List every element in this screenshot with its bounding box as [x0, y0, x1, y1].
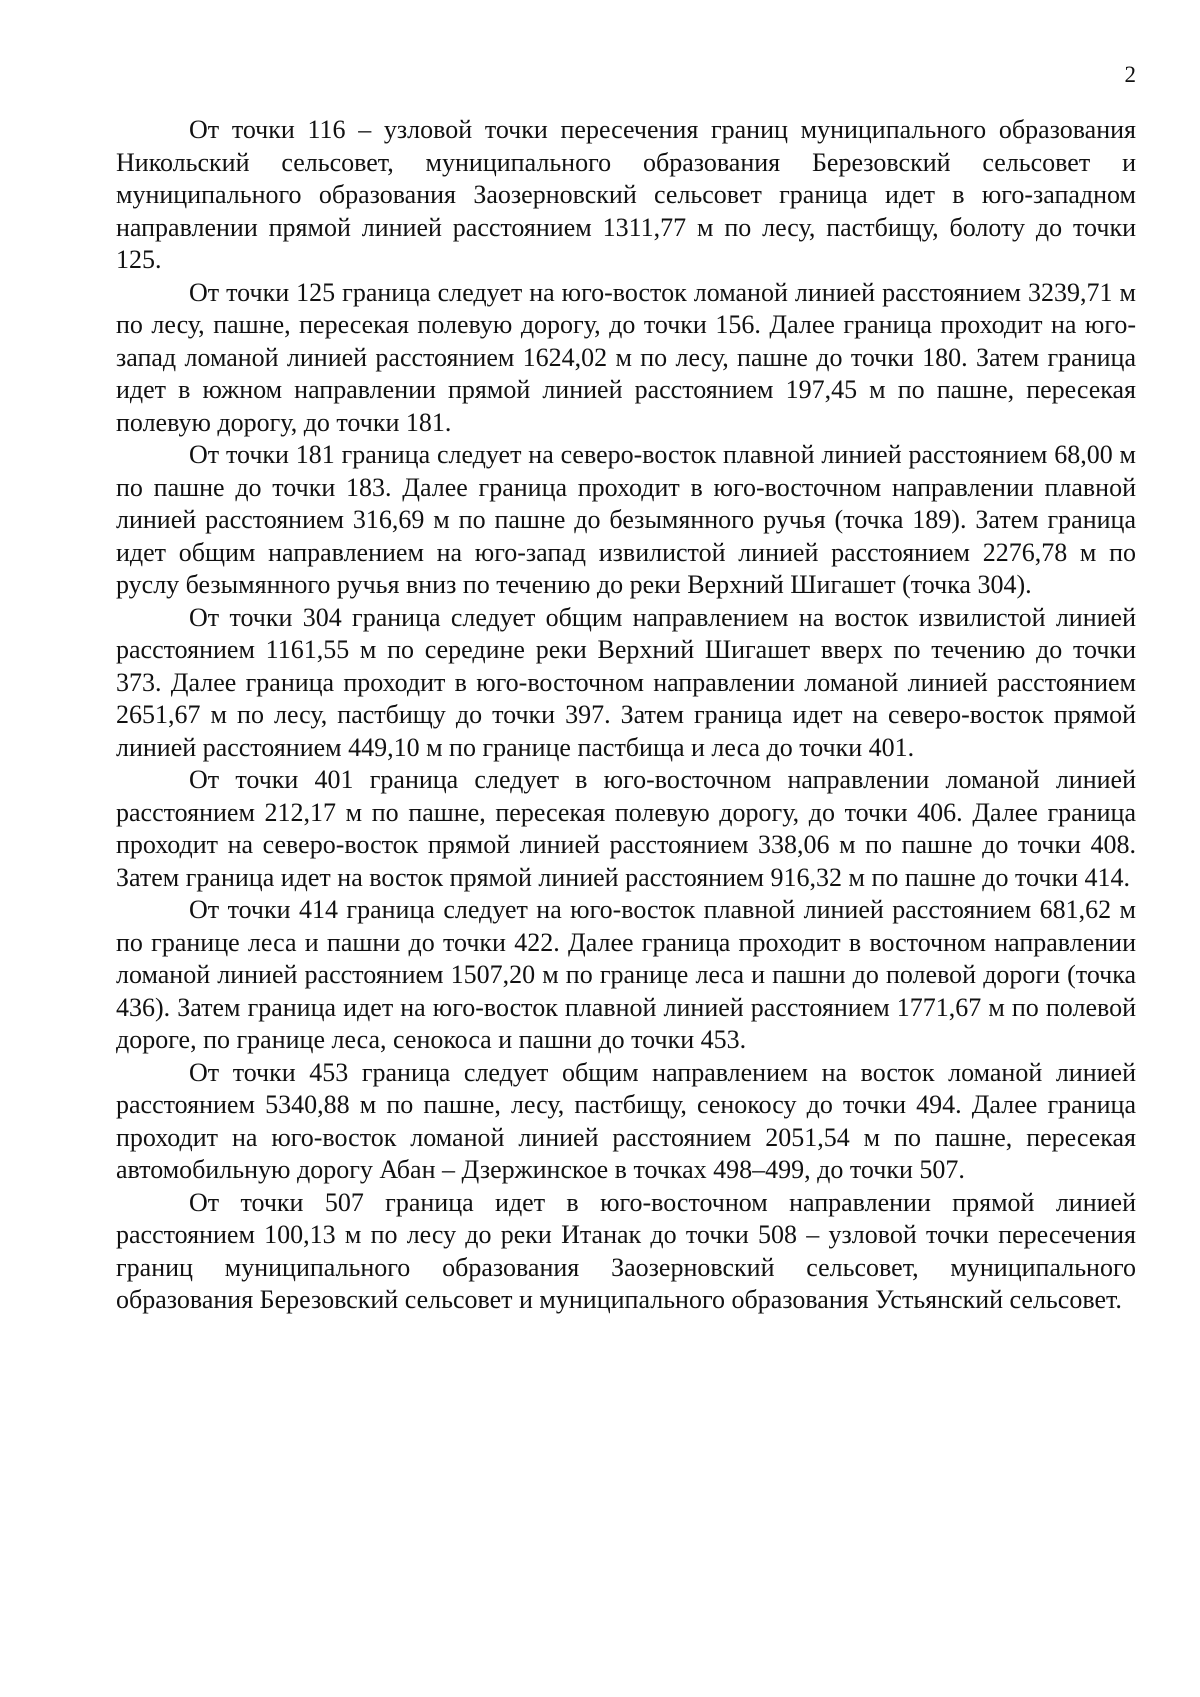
paragraph-point-181: От точки 181 граница следует на северо-восток плавной линией расстоянием 68,00 м по пашне до точки 183. Далее граница проходит в юго-восточном направлении плавной линией расстоянием 316,69 м по пашне до безымянного ручья (точка 189). Затем граница идет общим направлением на юго-запад извилистой линией расстоянием 2276,78 м по руслу безымянного ручья вниз по течению до реки Верхний Шигашет (точка 304).	[116, 440, 1136, 599]
paragraph-point-401: От точки 401 граница следует в юго-восточном направлении ломаной линией расстоянием 212,17 м по пашне, пересекая полевую дорогу, до точки 406. Далее граница проходит на северо-восток прямой линией расстоянием 338,06 м по пашне до точки 408. Затем граница идет на восток прямой линией расстоянием 916,32 м по пашне до точки 414.	[116, 765, 1136, 892]
paragraph-point-453: От точки 453 граница следует общим направлением на восток ломаной линией расстоянием 5340,88 м по пашне, лесу, пастбищу, сенокосу до точки 494. Далее граница проходит на юго-восток ломаной линией расстоянием 2051,54 м по пашне, пересекая автомобильную дорогу Абан – Дзержинское в точках 498–499, до точки 507.	[116, 1057, 1136, 1184]
paragraph-point-116: От точки 116 – узловой точки пересечения границ муниципального образования Никольский сельсовет, муниципального образования Березовский сельсовет и муниципального образования Заозерновский сельсовет граница идет в юго-западном направлении прямой линией расстоянием 1311,77 м по лесу, пастбищу, болоту до точки 125.	[116, 115, 1136, 274]
paragraph-point-507: От точки 507 граница идет в юго-восточном направлении прямой линией расстоянием 100,13 м по лесу до реки Итанак до точки 508 – узловой точки пересечения границ муниципального образования Заозерновский сельсовет, муниципального образования Березовский сельсовет и муниципального образования Устьянский сельсовет.	[116, 1187, 1136, 1314]
paragraph-point-414: От точки 414 граница следует на юго-восток плавной линией расстоянием 681,62 м по границе леса и пашни до точки 422. Далее граница проходит в восточном направлении ломаной линией расстоянием 1507,20 м по границе леса и пашни до полевой дороги (точка 436). Затем граница идет на юго-восток плавной линией расстоянием 1771,67 м по полевой дороге, по границе леса, сенокоса и пашни до точки 453.	[116, 895, 1136, 1054]
paragraph-point-125: От точки 125 граница следует на юго-восток ломаной линией расстоянием 3239,71 м по лесу, пашне, пересекая полевую дорогу, до точки 156. Далее граница проходит на юго-запад ломаной линией расстоянием 1624,02 м по лесу, пашне до точки 180. Затем граница идет в южном направлении прямой линией расстоянием 197,45 м по пашне, пересекая полевую дорогу, до точки 181.	[116, 277, 1136, 437]
page-number: 2	[1124, 62, 1136, 87]
paragraph-point-304: От точки 304 граница следует общим направлением на восток извилистой линией расстоянием 1161,55 м по середине реки Верхний Шигашет вверх по течению до точки 373. Далее граница проходит в юго-восточном направлении ломаной линией расстоянием 2651,67 м по лесу, пастбищу до точки 397. Затем граница идет на северо-восток прямой линией расстоянием 449,10 м по границе пастбища и леса до точки 401.	[116, 602, 1136, 762]
